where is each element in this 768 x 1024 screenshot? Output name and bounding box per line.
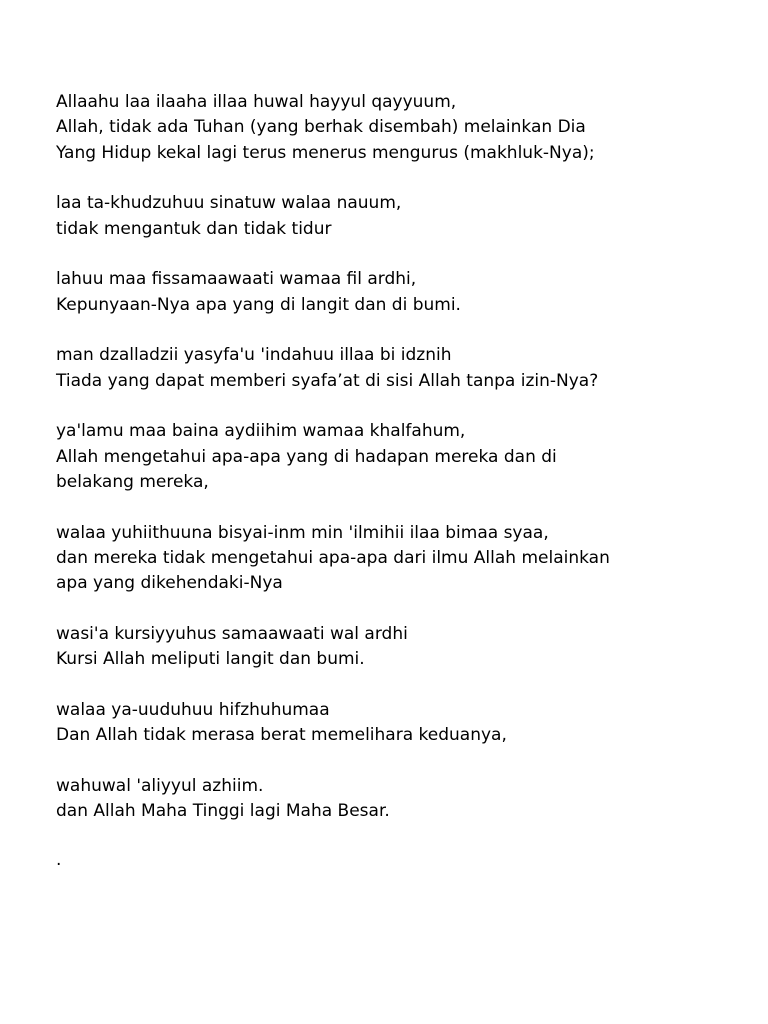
- verse-line-arabic: ya'lamu maa baina aydiihim wamaa khalfahum,: [56, 421, 466, 442]
- ayat-kursi-text: [56, 90, 746, 850]
- verse-line-translation: tidak mengantuk dan tidak tidur: [56, 218, 332, 239]
- verse-line-translation: apa yang dikehendaki-Nya: [56, 573, 283, 594]
- trailing-mark: .: [56, 850, 62, 870]
- verse-line-translation: dan mereka tidak mengetahui apa-apa dari ilmu Allah melainkan: [56, 547, 610, 568]
- verse-line-translation: Kursi Allah meliputi langit dan bumi.: [56, 649, 365, 670]
- stanza-3: [56, 267, 746, 318]
- verse-line-arabic: man dzalladzii yasyfa'u 'indahuu illaa bi idznih: [56, 345, 452, 366]
- verse-line-translation: Yang Hidup kekal lagi terus menerus mengurus (makhluk-Nya);: [56, 142, 595, 163]
- verse-line-translation: Allah, tidak ada Tuhan (yang berhak disembah) melainkan Dia: [56, 117, 586, 138]
- verse-line-translation: Dan Allah tidak merasa berat memelihara keduanya,: [56, 725, 507, 746]
- stanza-9: [56, 774, 746, 825]
- verse-line-translation: Kepunyaan-Nya apa yang di langit dan di bumi.: [56, 294, 461, 315]
- verse-line-arabic: walaa ya-uuduhuu hifzhuhumaa: [56, 699, 330, 720]
- verse-line-translation: dan Allah Maha Tinggi lagi Maha Besar.: [56, 801, 390, 822]
- verse-line-translation: Allah mengetahui apa-apa yang di hadapan mereka dan di: [56, 446, 557, 467]
- stanza-4: [56, 343, 746, 394]
- stanza-6: [56, 521, 746, 597]
- verse-line-arabic: Allaahu laa ilaaha illaa huwal hayyul qayyuum,: [56, 92, 457, 112]
- stanza-8: [56, 698, 746, 749]
- verse-line-translation: belakang mereka,: [56, 471, 209, 492]
- stanza-2: [56, 191, 746, 242]
- stanza-5: [56, 419, 746, 495]
- stanza-7: [56, 622, 746, 673]
- verse-line-arabic: laa ta-khudzuhuu sinatuw walaa nauum,: [56, 193, 402, 214]
- verse-line-arabic: wasi'a kursiyyuhus samaawaati wal ardhi: [56, 623, 408, 644]
- verse-line-arabic: walaa yuhiithuuna bisyai-inm min 'ilmihii ilaa bimaa syaa,: [56, 522, 549, 543]
- verse-line-arabic: wahuwal 'aliyyul azhiim.: [56, 775, 264, 796]
- verse-line-arabic: lahuu maa fissamaawaati wamaa fil ardhi,: [56, 269, 417, 290]
- stanza-1: [56, 90, 746, 166]
- verse-line-translation: Tiada yang dapat memberi syafa’at di sisi Allah tanpa izin-Nya?: [56, 370, 599, 391]
